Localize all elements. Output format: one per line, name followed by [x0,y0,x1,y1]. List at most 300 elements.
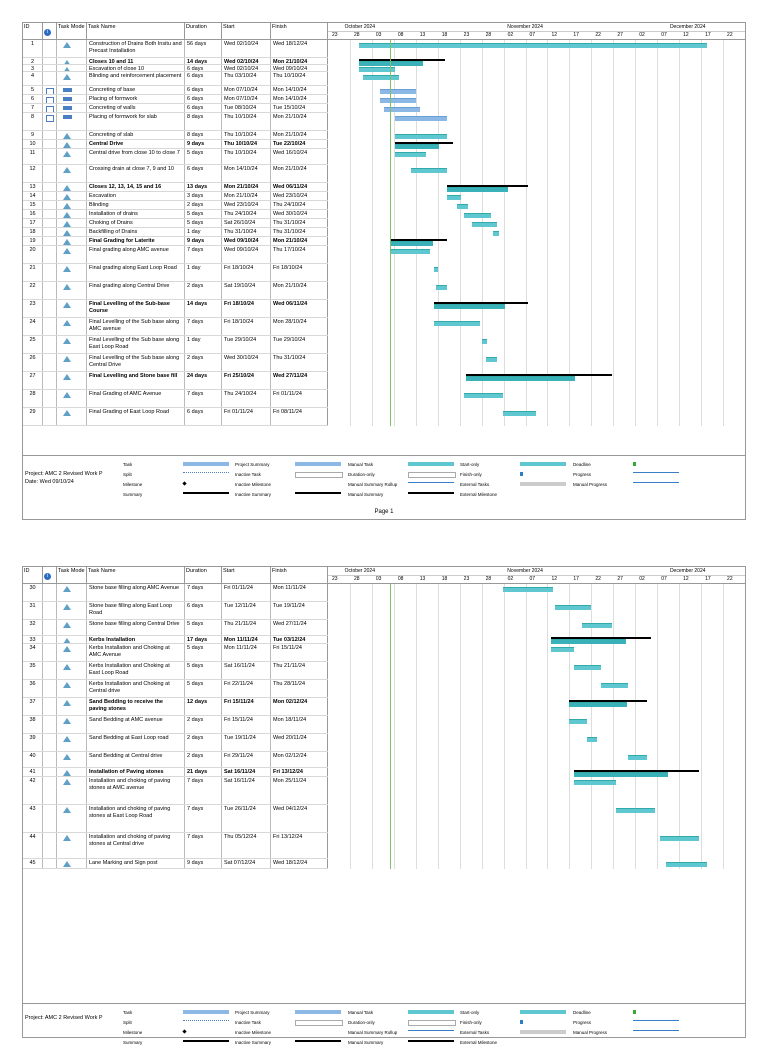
gantt-bar[interactable] [395,152,426,157]
task-id[interactable]: 4 [23,72,43,85]
task-start[interactable]: Sat 07/12/24 [222,859,271,868]
task-name[interactable]: Backfilling of Drains [87,228,185,236]
task-duration[interactable]: 2 days [185,716,222,733]
gantt-bar[interactable] [555,605,590,610]
task-finish[interactable]: Wed 06/11/24 [271,300,328,317]
gantt-bar[interactable] [466,374,612,376]
gantt-bar[interactable] [411,168,446,173]
task-finish[interactable]: Thu 31/10/24 [271,228,328,236]
task-start[interactable]: Fri 15/11/24 [222,716,271,733]
task-name[interactable]: Sand Bedding at East Loop road [87,734,185,751]
task-duration[interactable]: 7 days [185,390,222,407]
task-duration[interactable]: 8 days [185,113,222,130]
task-finish[interactable]: Fri 08/11/24 [271,408,328,425]
task-id[interactable]: 10 [23,140,43,148]
task-start[interactable]: Wed 09/10/24 [222,237,271,245]
task-duration[interactable]: 6 days [185,104,222,112]
task-start[interactable]: Thu 10/10/24 [222,140,271,148]
task-finish[interactable]: Thu 24/10/24 [271,201,328,209]
task-name[interactable]: Concreting of walls [87,104,185,112]
table-row[interactable] [23,833,328,859]
task-id[interactable]: 16 [23,210,43,218]
gantt-bar[interactable] [486,357,496,362]
table-row[interactable] [23,219,328,228]
gantt-bar[interactable] [551,647,574,652]
gantt-bar[interactable] [587,737,597,742]
gantt-bar[interactable] [569,719,587,724]
task-duration[interactable]: 17 days [185,636,222,643]
gantt-bar[interactable] [574,780,616,785]
task-start[interactable]: Wed 23/10/24 [222,201,271,209]
task-duration[interactable]: 13 days [185,183,222,191]
task-name[interactable]: Choking of Drains [87,219,185,227]
table-row[interactable] [23,183,328,192]
task-duration[interactable]: 5 days [185,620,222,635]
gantt-bar[interactable] [574,665,601,670]
table-row[interactable] [23,149,328,165]
task-name[interactable]: Stone base filling along AMC Avenue [87,584,185,601]
task-start[interactable]: Wed 02/10/24 [222,58,271,64]
table-row[interactable] [23,300,328,318]
task-id[interactable]: 33 [23,636,43,643]
task-start[interactable]: Fri 22/11/24 [222,680,271,697]
task-id[interactable]: 2 [23,58,43,64]
gantt-bar[interactable] [359,59,444,61]
task-name[interactable]: Stone base filling along Central Drive [87,620,185,635]
task-start[interactable]: Tue 26/11/24 [222,805,271,832]
task-id[interactable]: 36 [23,680,43,697]
table-row[interactable] [23,859,328,869]
task-duration[interactable]: 24 days [185,372,222,389]
task-id[interactable]: 5 [23,86,43,94]
table-row[interactable] [23,354,328,372]
gantt-bar[interactable] [395,134,447,139]
col-name[interactable]: Task Name [87,23,185,39]
task-id[interactable]: 7 [23,104,43,112]
task-name[interactable]: Stone base filling along East Loop Road [87,602,185,619]
task-start[interactable]: Mon 11/11/24 [222,644,271,661]
task-start[interactable]: Fri 01/11/24 [222,584,271,601]
table-row[interactable] [23,40,328,58]
task-finish[interactable]: Wed 09/10/24 [271,65,328,71]
task-id[interactable]: 22 [23,282,43,299]
task-finish[interactable]: Wed 06/11/24 [271,183,328,191]
table-row[interactable] [23,752,328,768]
gantt-bar[interactable] [390,249,430,254]
table-row[interactable] [23,390,328,408]
col-duration[interactable]: Duration [185,567,222,583]
task-finish[interactable]: Wed 04/12/24 [271,805,328,832]
task-start[interactable]: Thu 10/10/24 [222,149,271,164]
task-finish[interactable]: Wed 27/11/24 [271,620,328,635]
col-mode[interactable]: Task Mode [57,23,87,39]
task-duration[interactable]: 3 days [185,192,222,200]
task-finish[interactable]: Mon 21/10/24 [271,237,328,245]
task-start[interactable]: Mon 21/10/24 [222,192,271,200]
gantt-bar[interactable] [582,623,611,628]
task-start[interactable]: Thu 03/10/24 [222,72,271,85]
task-name[interactable]: Final Grading of AMC Avenue [87,390,185,407]
table-row[interactable] [23,95,328,104]
task-finish[interactable]: Mon 18/11/24 [271,716,328,733]
task-finish[interactable]: Wed 16/10/24 [271,149,328,164]
task-id[interactable]: 14 [23,192,43,200]
task-finish[interactable]: Wed 27/11/24 [271,372,328,389]
gantt-bar[interactable] [666,862,708,867]
task-name[interactable]: Concreting of base [87,86,185,94]
task-finish[interactable]: Tue 19/11/24 [271,602,328,619]
task-finish[interactable]: Mon 21/10/24 [271,165,328,182]
gantt-bar[interactable] [660,836,700,841]
task-id[interactable]: 44 [23,833,43,858]
gantt-bar[interactable] [363,75,398,80]
task-name[interactable]: Closes 12, 13, 14, 15 and 16 [87,183,185,191]
task-finish[interactable]: Tue 29/10/24 [271,336,328,353]
task-finish[interactable]: Wed 18/12/24 [271,859,328,868]
table-row[interactable] [23,805,328,833]
task-id[interactable]: 41 [23,768,43,776]
task-id[interactable]: 26 [23,354,43,371]
task-start[interactable]: Fri 15/11/24 [222,698,271,715]
task-name[interactable]: Final Levelling of the Sub base along AMC avenue [87,318,185,335]
table-row[interactable] [23,734,328,752]
task-duration[interactable]: 1 day [185,264,222,281]
task-duration[interactable]: 6 days [185,86,222,94]
table-row[interactable] [23,192,328,201]
task-finish[interactable]: Wed 30/10/24 [271,210,328,218]
task-name[interactable]: Sand Bedding at Central drive [87,752,185,767]
task-finish[interactable]: Mon 14/10/24 [271,86,328,94]
gantt-bar[interactable] [493,231,499,236]
col-finish[interactable]: Finish [271,567,328,583]
col-id[interactable]: ID [23,567,43,583]
task-duration[interactable]: 5 days [185,680,222,697]
task-finish[interactable]: Thu 31/10/24 [271,354,328,371]
gantt-bar[interactable] [464,393,504,398]
col-name[interactable]: Task Name [87,567,185,583]
task-start[interactable]: Tue 12/11/24 [222,602,271,619]
task-start[interactable]: Fri 25/10/24 [222,372,271,389]
gantt-bar[interactable] [434,321,480,326]
task-name[interactable]: Excavation [87,192,185,200]
task-start[interactable]: Wed 02/10/24 [222,65,271,71]
task-start[interactable]: Fri 18/10/24 [222,264,271,281]
task-start[interactable]: Thu 31/10/24 [222,228,271,236]
gantt-bar[interactable] [601,683,628,688]
task-duration[interactable]: 9 days [185,237,222,245]
task-name[interactable]: Concreting of slab [87,131,185,139]
gantt-bar[interactable] [447,195,462,200]
task-duration[interactable]: 7 days [185,805,222,832]
task-start[interactable]: Thu 05/12/24 [222,833,271,858]
gantt-bar[interactable] [390,239,447,241]
task-name[interactable]: Kerbs Installation and Choking at East Loop Road [87,662,185,679]
task-id[interactable]: 21 [23,264,43,281]
table-row[interactable] [23,228,328,237]
task-name[interactable]: Installation and choking of paving stones at AMC avenue [87,777,185,804]
gantt-bar[interactable] [380,89,415,94]
task-duration[interactable]: 8 days [185,131,222,139]
table-row[interactable] [23,680,328,698]
gantt-bar[interactable] [434,302,528,304]
task-id[interactable]: 34 [23,644,43,661]
task-name[interactable]: Sand Bedding at AMC avenue [87,716,185,733]
task-finish[interactable]: Mon 28/10/24 [271,318,328,335]
task-duration[interactable]: 7 days [185,833,222,858]
task-duration[interactable]: 2 days [185,282,222,299]
task-name[interactable]: Final Levelling of the Sub base along East Loop Road [87,336,185,353]
task-id[interactable]: 32 [23,620,43,635]
task-finish[interactable]: Mon 11/11/24 [271,584,328,601]
gantt-bar[interactable] [628,755,647,760]
task-duration[interactable]: 6 days [185,72,222,85]
task-start[interactable]: Tue 19/11/24 [222,734,271,751]
gantt-bar[interactable] [447,185,528,187]
task-id[interactable]: 28 [23,390,43,407]
task-start[interactable]: Sat 16/11/24 [222,768,271,776]
col-start[interactable]: Start [222,23,271,39]
task-name[interactable]: Installation and choking of paving stones at East Loop Road [87,805,185,832]
task-id[interactable]: 19 [23,237,43,245]
table-row[interactable] [23,201,328,210]
task-id[interactable]: 9 [23,131,43,139]
task-name[interactable]: Final grading along Central Drive [87,282,185,299]
task-id[interactable]: 11 [23,149,43,164]
task-start[interactable]: Wed 02/10/24 [222,40,271,57]
table-row[interactable] [23,58,328,65]
task-duration[interactable]: 14 days [185,58,222,64]
task-start[interactable]: Wed 30/10/24 [222,354,271,371]
task-id[interactable]: 38 [23,716,43,733]
task-id[interactable]: 24 [23,318,43,335]
task-duration[interactable]: 9 days [185,140,222,148]
task-name[interactable]: Final Grading for Laterite [87,237,185,245]
task-duration[interactable]: 9 days [185,859,222,868]
task-finish[interactable]: Mon 21/10/24 [271,113,328,130]
table-row[interactable] [23,210,328,219]
table-row[interactable] [23,104,328,113]
gantt-bar[interactable] [551,637,651,639]
task-name[interactable]: Crossing drain at close 7, 9 and 10 [87,165,185,182]
task-name[interactable]: Installation of drains [87,210,185,218]
task-name[interactable]: Closes 10 and 11 [87,58,185,64]
task-start[interactable]: Sat 16/11/24 [222,777,271,804]
table-row[interactable] [23,72,328,86]
task-name[interactable]: Kerbs Installation [87,636,185,643]
task-finish[interactable]: Thu 10/10/24 [271,72,328,85]
task-id[interactable]: 45 [23,859,43,868]
task-duration[interactable]: 2 days [185,201,222,209]
table-row[interactable] [23,86,328,95]
table-row[interactable] [23,237,328,246]
gantt-bar[interactable] [574,770,699,772]
task-start[interactable]: Sat 19/10/24 [222,282,271,299]
task-id[interactable]: 13 [23,183,43,191]
task-name[interactable]: Excavation of close 10 [87,65,185,71]
task-start[interactable]: Thu 24/10/24 [222,210,271,218]
task-name[interactable]: Kerbs Installation and Choking at Central drive [87,680,185,697]
task-name[interactable]: Placing of formwork [87,95,185,103]
task-id[interactable]: 35 [23,662,43,679]
task-duration[interactable]: 2 days [185,354,222,371]
table-row[interactable] [23,372,328,390]
task-start[interactable]: Thu 24/10/24 [222,390,271,407]
task-finish[interactable]: Thu 17/10/24 [271,246,328,263]
task-id[interactable]: 27 [23,372,43,389]
task-start[interactable]: Sat 16/11/24 [222,662,271,679]
task-id[interactable]: 37 [23,698,43,715]
gantt-bar[interactable] [482,339,487,344]
task-start[interactable]: Mon 11/11/24 [222,636,271,643]
task-duration[interactable]: 21 days [185,768,222,776]
task-finish[interactable]: Mon 21/10/24 [271,131,328,139]
gantt-bar[interactable] [395,142,453,144]
task-name[interactable]: Kerbs Installation and Choking at AMC Avenue [87,644,185,661]
task-name[interactable]: Final Levelling of the Sub-base Course [87,300,185,317]
task-duration[interactable]: 7 days [185,246,222,263]
task-id[interactable]: 43 [23,805,43,832]
gantt-bar[interactable] [359,43,707,48]
task-start[interactable]: Fri 18/10/24 [222,318,271,335]
table-row[interactable] [23,584,328,602]
task-start[interactable]: Mon 07/10/24 [222,95,271,103]
task-name[interactable]: Final Levelling and Stone base fill [87,372,185,389]
task-id[interactable]: 39 [23,734,43,751]
task-finish[interactable]: Wed 23/10/24 [271,192,328,200]
col-info[interactable] [43,567,57,583]
task-duration[interactable]: 1 day [185,228,222,236]
gantt-bar[interactable] [472,222,497,227]
task-duration[interactable]: 2 days [185,734,222,751]
table-row[interactable] [23,131,328,140]
task-duration[interactable]: 7 days [185,777,222,804]
task-id[interactable]: 23 [23,300,43,317]
task-id[interactable]: 1 [23,40,43,57]
table-row[interactable] [23,602,328,620]
task-finish[interactable]: Thu 28/11/24 [271,680,328,697]
task-start[interactable]: Thu 21/11/24 [222,620,271,635]
task-name[interactable]: Blinding [87,201,185,209]
task-finish[interactable]: Thu 21/11/24 [271,662,328,679]
task-duration[interactable]: 5 days [185,644,222,661]
task-duration[interactable]: 5 days [185,210,222,218]
task-id[interactable]: 3 [23,65,43,71]
task-start[interactable]: Tue 29/10/24 [222,336,271,353]
task-id[interactable]: 18 [23,228,43,236]
task-duration[interactable]: 1 day [185,336,222,353]
table-row[interactable] [23,282,328,300]
gantt-bar[interactable] [503,587,553,592]
task-finish[interactable]: Tue 15/10/24 [271,104,328,112]
table-row[interactable] [23,620,328,636]
col-id[interactable]: ID [23,23,43,39]
task-id[interactable]: 31 [23,602,43,619]
task-start[interactable]: Mon 21/10/24 [222,183,271,191]
task-finish[interactable]: Fri 13/12/24 [271,768,328,776]
task-id[interactable]: 15 [23,201,43,209]
task-id[interactable]: 25 [23,336,43,353]
task-id[interactable]: 30 [23,584,43,601]
task-duration[interactable]: 7 days [185,318,222,335]
table-row[interactable] [23,65,328,72]
task-start[interactable]: Sat 26/10/24 [222,219,271,227]
task-name[interactable]: Central Drive [87,140,185,148]
table-row[interactable] [23,113,328,131]
task-duration[interactable]: 56 days [185,40,222,57]
task-start[interactable]: Mon 07/10/24 [222,86,271,94]
task-start[interactable]: Thu 10/10/24 [222,113,271,130]
table-row[interactable] [23,140,328,149]
table-row[interactable] [23,408,328,426]
gantt-bar[interactable] [434,267,438,272]
table-row[interactable] [23,768,328,777]
table-row[interactable] [23,636,328,644]
task-finish[interactable]: Fri 13/12/24 [271,833,328,858]
task-start[interactable]: Fri 18/10/24 [222,300,271,317]
task-id[interactable]: 40 [23,752,43,767]
table-row[interactable] [23,777,328,805]
col-duration[interactable]: Duration [185,23,222,39]
task-duration[interactable]: 5 days [185,219,222,227]
task-id[interactable]: 6 [23,95,43,103]
task-name[interactable]: Final Grading of East Loop Road [87,408,185,425]
task-id[interactable]: 29 [23,408,43,425]
col-start[interactable]: Start [222,567,271,583]
table-row[interactable] [23,336,328,354]
task-duration[interactable]: 6 days [185,602,222,619]
task-finish[interactable]: Mon 14/10/24 [271,95,328,103]
task-duration[interactable]: 14 days [185,300,222,317]
task-finish[interactable]: Tue 03/12/24 [271,636,328,643]
gantt-bar[interactable] [380,98,415,103]
task-name[interactable]: Final grading along AMC avenue [87,246,185,263]
task-name[interactable]: Installation of Paving stones [87,768,185,776]
gantt-bar[interactable] [616,808,656,813]
col-mode[interactable]: Task Mode [57,567,87,583]
task-duration[interactable]: 7 days [185,584,222,601]
task-duration[interactable]: 6 days [185,408,222,425]
task-name[interactable]: Installation and choking of paving stones at Central drive [87,833,185,858]
gantt-bar[interactable] [395,116,447,121]
task-name[interactable]: Final grading along East Loop Road [87,264,185,281]
task-id[interactable]: 8 [23,113,43,130]
table-row[interactable] [23,264,328,282]
gantt-bar[interactable] [503,411,536,416]
task-name[interactable]: Placing of formwork for slab [87,113,185,130]
task-finish[interactable]: Tue 22/10/24 [271,140,328,148]
table-row[interactable] [23,318,328,336]
col-finish[interactable]: Finish [271,23,328,39]
task-duration[interactable]: 6 days [185,95,222,103]
task-name[interactable]: Final Levelling of the Sub base along Central Drive [87,354,185,371]
task-id[interactable]: 12 [23,165,43,182]
task-start[interactable]: Thu 10/10/24 [222,131,271,139]
task-duration[interactable]: 6 days [185,165,222,182]
task-duration[interactable]: 6 days [185,65,222,71]
task-id[interactable]: 17 [23,219,43,227]
task-duration[interactable]: 12 days [185,698,222,715]
table-row[interactable] [23,644,328,662]
task-finish[interactable]: Mon 21/10/24 [271,58,328,64]
gantt-bar[interactable] [457,204,467,209]
task-start[interactable]: Fri 29/11/24 [222,752,271,767]
task-duration[interactable]: 2 days [185,752,222,767]
task-finish[interactable]: Thu 31/10/24 [271,219,328,227]
table-row[interactable] [23,246,328,264]
task-name[interactable]: Central drive from close 10 to close 7 [87,149,185,164]
task-id[interactable]: 42 [23,777,43,804]
task-finish[interactable]: Mon 25/11/24 [271,777,328,804]
